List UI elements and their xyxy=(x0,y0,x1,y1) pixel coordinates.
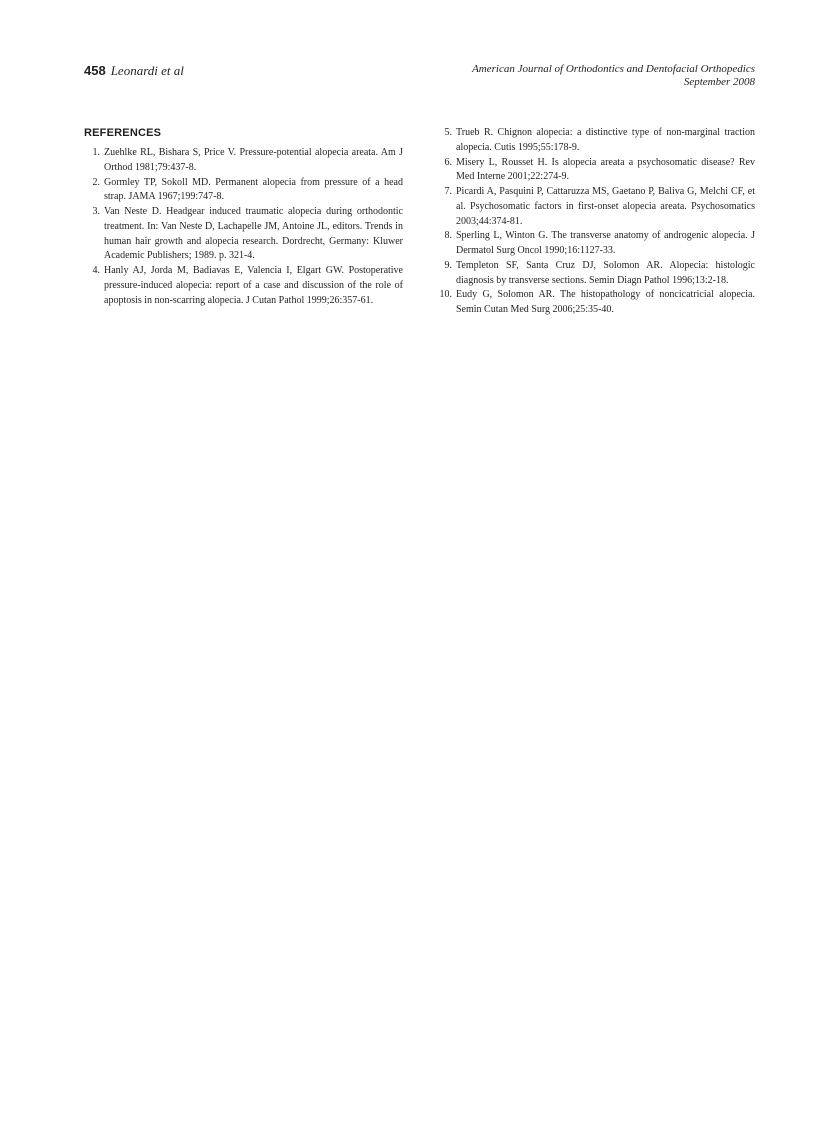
reference-text: Sperling L, Winton G. The transverse anatomy of androgenic alopecia. J Dermatol Surg Oncol 1990;16:1127-33. xyxy=(456,230,755,256)
reference-item xyxy=(436,185,755,229)
reference-number: 1. xyxy=(92,147,100,158)
left-column xyxy=(84,126,403,308)
running-author: Leonardi et al xyxy=(110,63,184,78)
reference-item xyxy=(84,176,403,206)
reference-text: Trueb R. Chignon alopecia: a distinctive type of non-marginal traction alopecia. Cutis 1995;55:178-9. xyxy=(456,127,755,153)
reference-number: 8. xyxy=(444,230,452,242)
page-number: 458 xyxy=(84,63,106,78)
reference-number: 3. xyxy=(92,206,100,217)
journal-title: American Journal of Orthodontics and Dentofacial Orthopedics xyxy=(472,63,755,75)
reference-text: Misery L, Rousset H. Is alopecia areata a psychosomatic disease? Rev Med Interne 2001;22:274-9. xyxy=(456,156,755,183)
reference-number: 4. xyxy=(92,265,100,276)
reference-list-left xyxy=(84,146,403,308)
reference-item xyxy=(436,229,755,259)
reference-number: 5. xyxy=(444,127,452,138)
reference-number: 9. xyxy=(444,259,452,271)
reference-text: Hanly AJ, Jorda M, Badiavas E, Valencia I, Elgart GW. Postoperative pressure-induced alopecia: report of a case and discussion of the role of apoptosis in non-scarring alopecia. J Cutan Pathol 1999;26:357-61. xyxy=(104,265,403,306)
reference-item xyxy=(84,264,403,308)
header-left xyxy=(84,62,184,80)
reference-item xyxy=(84,205,403,264)
reference-number: 6. xyxy=(444,156,452,168)
references-heading: REFERENCES xyxy=(84,127,162,139)
reference-list-right xyxy=(436,126,755,318)
reference-item xyxy=(436,288,755,318)
reference-number: 7. xyxy=(444,186,452,197)
header-right xyxy=(472,63,755,89)
reference-text: Picardi A, Pasquini P, Cattaruzza MS, Gaetano P, Baliva G, Melchi CF, et al. Psychosomatic factors in first-onset alopecia areata. Psychosomatics 2003;44:374-81. xyxy=(456,186,755,227)
right-column xyxy=(436,126,755,318)
reference-item xyxy=(436,126,755,156)
reference-text: Gormley TP, Sokoll MD. Permanent alopecia from pressure of a head strap. JAMA 1967;199:747-8. xyxy=(104,176,403,203)
issue-date: September 2008 xyxy=(683,76,755,88)
reference-item xyxy=(436,156,755,186)
reference-text: Zuehlke RL, Bishara S, Price V. Pressure-potential alopecia areata. Am J Orthod 1981;79:437-8. xyxy=(104,147,403,173)
reference-number: 10. xyxy=(439,289,452,301)
reference-item xyxy=(84,146,403,176)
running-header xyxy=(84,62,755,96)
reference-text: Van Neste D. Headgear induced traumatic alopecia during orthodontic treatment. In: Van Neste D, Lachapelle JM, Antoine JL, editors. Trends in human hair growth and alopecia research. Dordrecht, Germany: Kluwer Academic Publishers; 1989. p. 321-4. xyxy=(104,206,403,262)
reference-number: 2. xyxy=(92,176,100,188)
reference-text: Templeton SF, Santa Cruz DJ, Solomon AR. Alopecia: histologic diagnosis by transverse sections. Semin Diagn Pathol 1996;13:2-18. xyxy=(456,259,755,286)
reference-text: Eudy G, Solomon AR. The histopathology of noncicatricial alopecia. Semin Cutan Med Surg 2006;25:35-40. xyxy=(456,289,755,315)
reference-item xyxy=(436,259,755,289)
